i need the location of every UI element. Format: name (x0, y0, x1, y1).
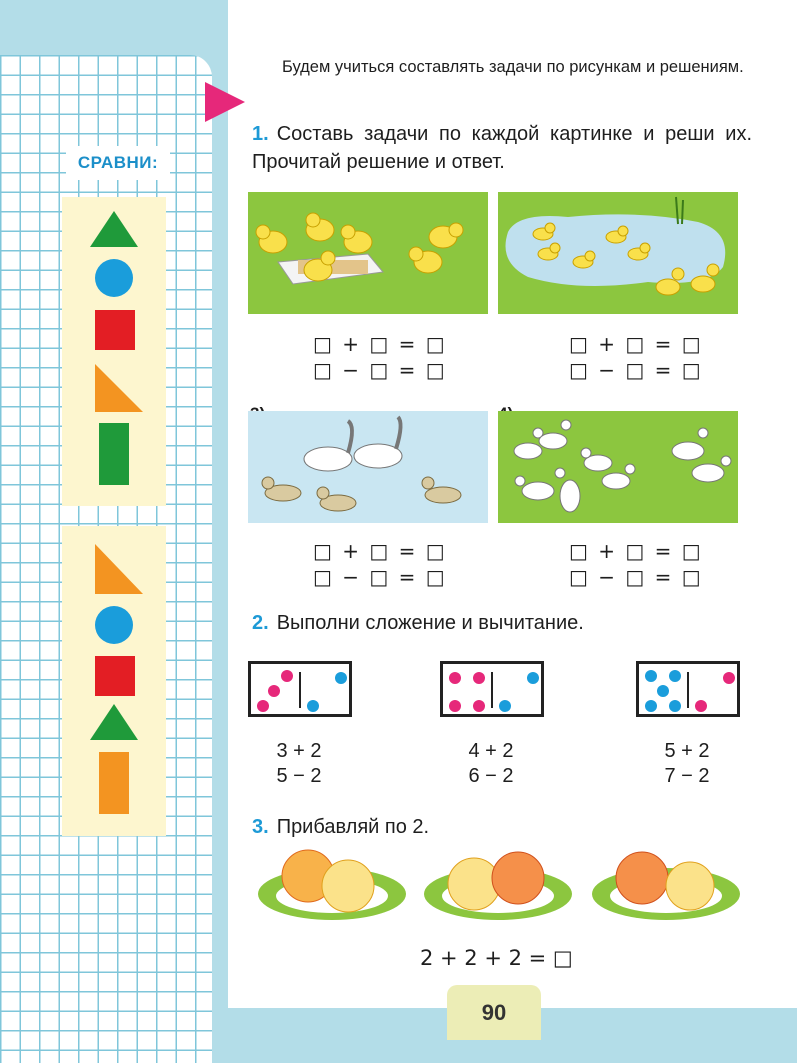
compare-label: СРАВНИ: (66, 146, 170, 180)
task-number: 2. (252, 612, 269, 634)
expression: 6 − 2 (468, 765, 514, 787)
domino-tile (636, 661, 740, 717)
pink-dot (473, 700, 485, 712)
blue-dot (499, 700, 511, 712)
pink-dot (449, 700, 461, 712)
pink-dot (281, 670, 293, 682)
swans-ducks-illustration (248, 406, 488, 528)
green-triangle-icon (90, 211, 138, 247)
pointer-arrow-icon (205, 82, 245, 122)
formula-addition: □ + □ = □ (569, 332, 703, 356)
expression: 7 − 2 (664, 765, 710, 787)
plate-with-apples-illustration (256, 846, 408, 924)
expression: 3 + 2 (276, 740, 322, 762)
blue-dot (645, 670, 657, 682)
plate-with-apples-illustration (422, 846, 574, 924)
task-number: 3. (252, 816, 269, 838)
orange-rectangle-icon (99, 752, 129, 814)
blue-dot (307, 700, 319, 712)
expression: 5 − 2 (276, 765, 322, 787)
pink-dot (723, 672, 735, 684)
domino-tile (248, 661, 352, 717)
blue-dot (657, 685, 669, 697)
task-2-heading (252, 609, 752, 637)
formula-addition: □ + □ = □ (569, 539, 703, 563)
geese-field-illustration (498, 406, 738, 528)
formula-subtraction: □ − □ = □ (569, 565, 703, 589)
expression: 4 + 2 (468, 740, 514, 762)
formula-subtraction: □ − □ = □ (313, 565, 447, 589)
pink-dot (449, 672, 461, 684)
red-square-icon (95, 656, 135, 696)
task-text: Составь задачи по каждой картинке и реши их. Прочитай решение и ответ. (252, 123, 752, 173)
blue-circle-icon (95, 259, 133, 297)
task-number: 1. (252, 123, 269, 145)
formula-subtraction: □ − □ = □ (313, 358, 447, 382)
task-3-equation: 2 + 2 + 2 = □ (420, 946, 573, 970)
orange-right-triangle-icon (95, 544, 143, 594)
red-square-icon (95, 310, 135, 350)
ducklings-pond-illustration (498, 192, 738, 314)
intro-text: Будем учиться составлять задачи по рисункам и решениям. (282, 58, 744, 76)
shapes-card-2 (62, 526, 166, 836)
blue-circle-icon (95, 606, 133, 644)
formula-addition: □ + □ = □ (313, 539, 447, 563)
pink-dot (268, 685, 280, 697)
blue-dot (669, 700, 681, 712)
chicks-feeding-illustration (248, 192, 488, 314)
pink-dot (695, 700, 707, 712)
expression: 5 + 2 (664, 740, 710, 762)
task-3-heading (252, 813, 752, 841)
blue-dot (335, 672, 347, 684)
blue-dot (645, 700, 657, 712)
formula-subtraction: □ − □ = □ (569, 358, 703, 382)
formula-addition: □ + □ = □ (313, 332, 447, 356)
pink-dot (473, 672, 485, 684)
green-rectangle-icon (99, 423, 129, 485)
blue-dot (527, 672, 539, 684)
green-triangle-icon (90, 704, 138, 740)
shapes-card-1 (62, 197, 166, 506)
plate-with-apples-illustration (590, 846, 742, 924)
task-1-heading (252, 120, 752, 176)
task-text: Прибавляй по 2. (276, 816, 430, 838)
blue-dot (669, 670, 681, 682)
pink-dot (257, 700, 269, 712)
orange-right-triangle-icon (95, 364, 143, 412)
domino-tile (440, 661, 544, 717)
task-text: Выполни сложение и вычитание. (276, 612, 584, 634)
page-number: 90 (447, 985, 541, 1040)
